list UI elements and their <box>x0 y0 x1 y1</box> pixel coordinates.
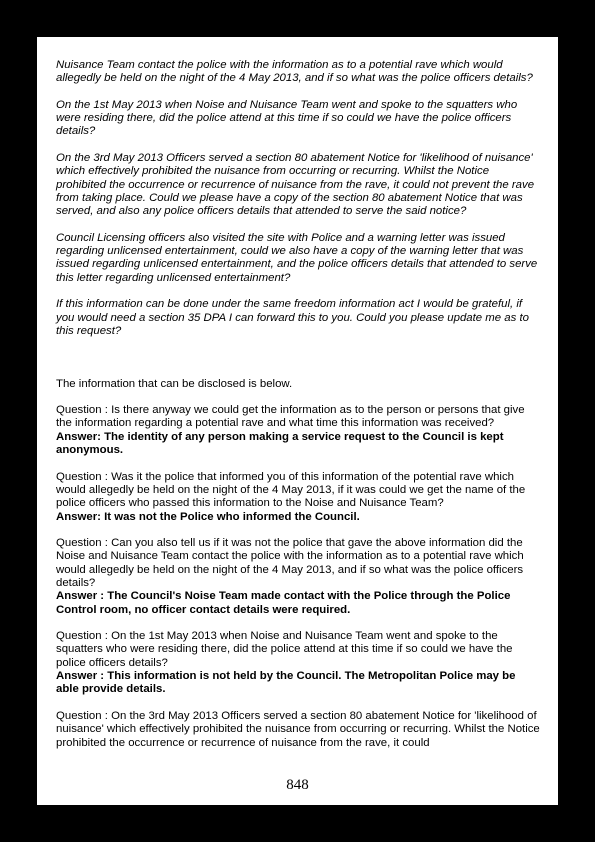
answer-text: Answer : This information is not held by the Council. The Metropolitan Police may be able provide details. <box>56 670 516 696</box>
question-text: Question : On the 3rd May 2013 Officers served a section 80 abatement Notice for 'likelihood of nuisance' which effectively prohibited the nuisance from occurring or recurring. Whilst the Notice prohibited the occurrence or recurrence of nuisance from the rave, it could <box>56 709 540 749</box>
request-paragraph: Nuisance Team contact the police with the information as to a potential rave which would allegedly be held on the night of the 4 May 2013, and if so what was the police officers details? <box>56 59 533 85</box>
qa-item <box>56 404 540 457</box>
request-paragraph: On the 1st May 2013 when Noise and Nuisance Team went and spoke to the squatters who were residing there, did the police attend at this time if so could we have the police officers details? <box>56 98 518 138</box>
qa-item <box>56 710 540 750</box>
qa-item <box>56 537 540 617</box>
question-text: Question : Was it the police that informed you of this information of the potential rave which would allegedly be held on the night of the 4 May 2013, if it was could we get the name of the police officers who passed this information to the Noise and Nuisance Team? <box>56 470 526 510</box>
request-paragraph: On the 3rd May 2013 Officers served a section 80 abatement Notice for 'likelihood of nuisance' which effectively prohibited the nuisance from occurring or recurring. Whilst the Notice prohibited the occurrence or recurrence of nuisance from the rave, it could not prevent the rave from taking place. Could we please have a copy of the section 80 abatement Notice that was served, and also any police officers details that attended to serve the said notice? <box>56 152 535 218</box>
qa-section <box>56 404 540 750</box>
request-section <box>56 59 540 338</box>
question-text: Question : Can you also tell us if it was not the police that gave the above information did the Noise and Nuisance Team contact the police with the information as to a potential rave which would allegedly be held on the night of the 4 May 2013, and if so what was the police officers details? <box>56 537 524 589</box>
answer-text: Answer : The Council's Noise Team made contact with the Police through the Police Control room, no officer contact details were required. <box>56 590 511 616</box>
intro-text: The information that can be disclosed is below. <box>56 377 293 390</box>
qa-item <box>56 471 540 524</box>
answer-text: Answer: It was not the Police who informed the Council. <box>56 510 360 523</box>
question-text: Question : Is there anyway we could get the information as to the person or persons that give the information regarding a potential rave and what time this information was received? <box>56 404 525 430</box>
question-text: Question : On the 1st May 2013 when Noise and Nuisance Team went and spoke to the squatters who were residing there, did the police attend at this time if so could we have the police officers details? <box>56 630 513 669</box>
page-number: 848 <box>286 777 309 793</box>
request-paragraph: Council Licensing officers also visited the site with Police and a warning letter was issued regarding unlicensed entertainment, could we also have a copy of the warning letter that was issued regarding unlicensed entertainment, and the police officers details that attended to serve this letter regarding unlicensed entertainment? <box>56 231 538 284</box>
answer-text: Answer: The identity of any person making a service request to the Council is kept anonymous. <box>56 430 504 457</box>
qa-item <box>56 630 540 696</box>
spacer <box>56 352 540 378</box>
document-page <box>37 37 558 805</box>
request-paragraph: If this information can be done under the same freedom information act I would be grateful, if you would need a section 35 DPA I can forward this to you. Could you please update me as to this request? <box>56 298 529 337</box>
